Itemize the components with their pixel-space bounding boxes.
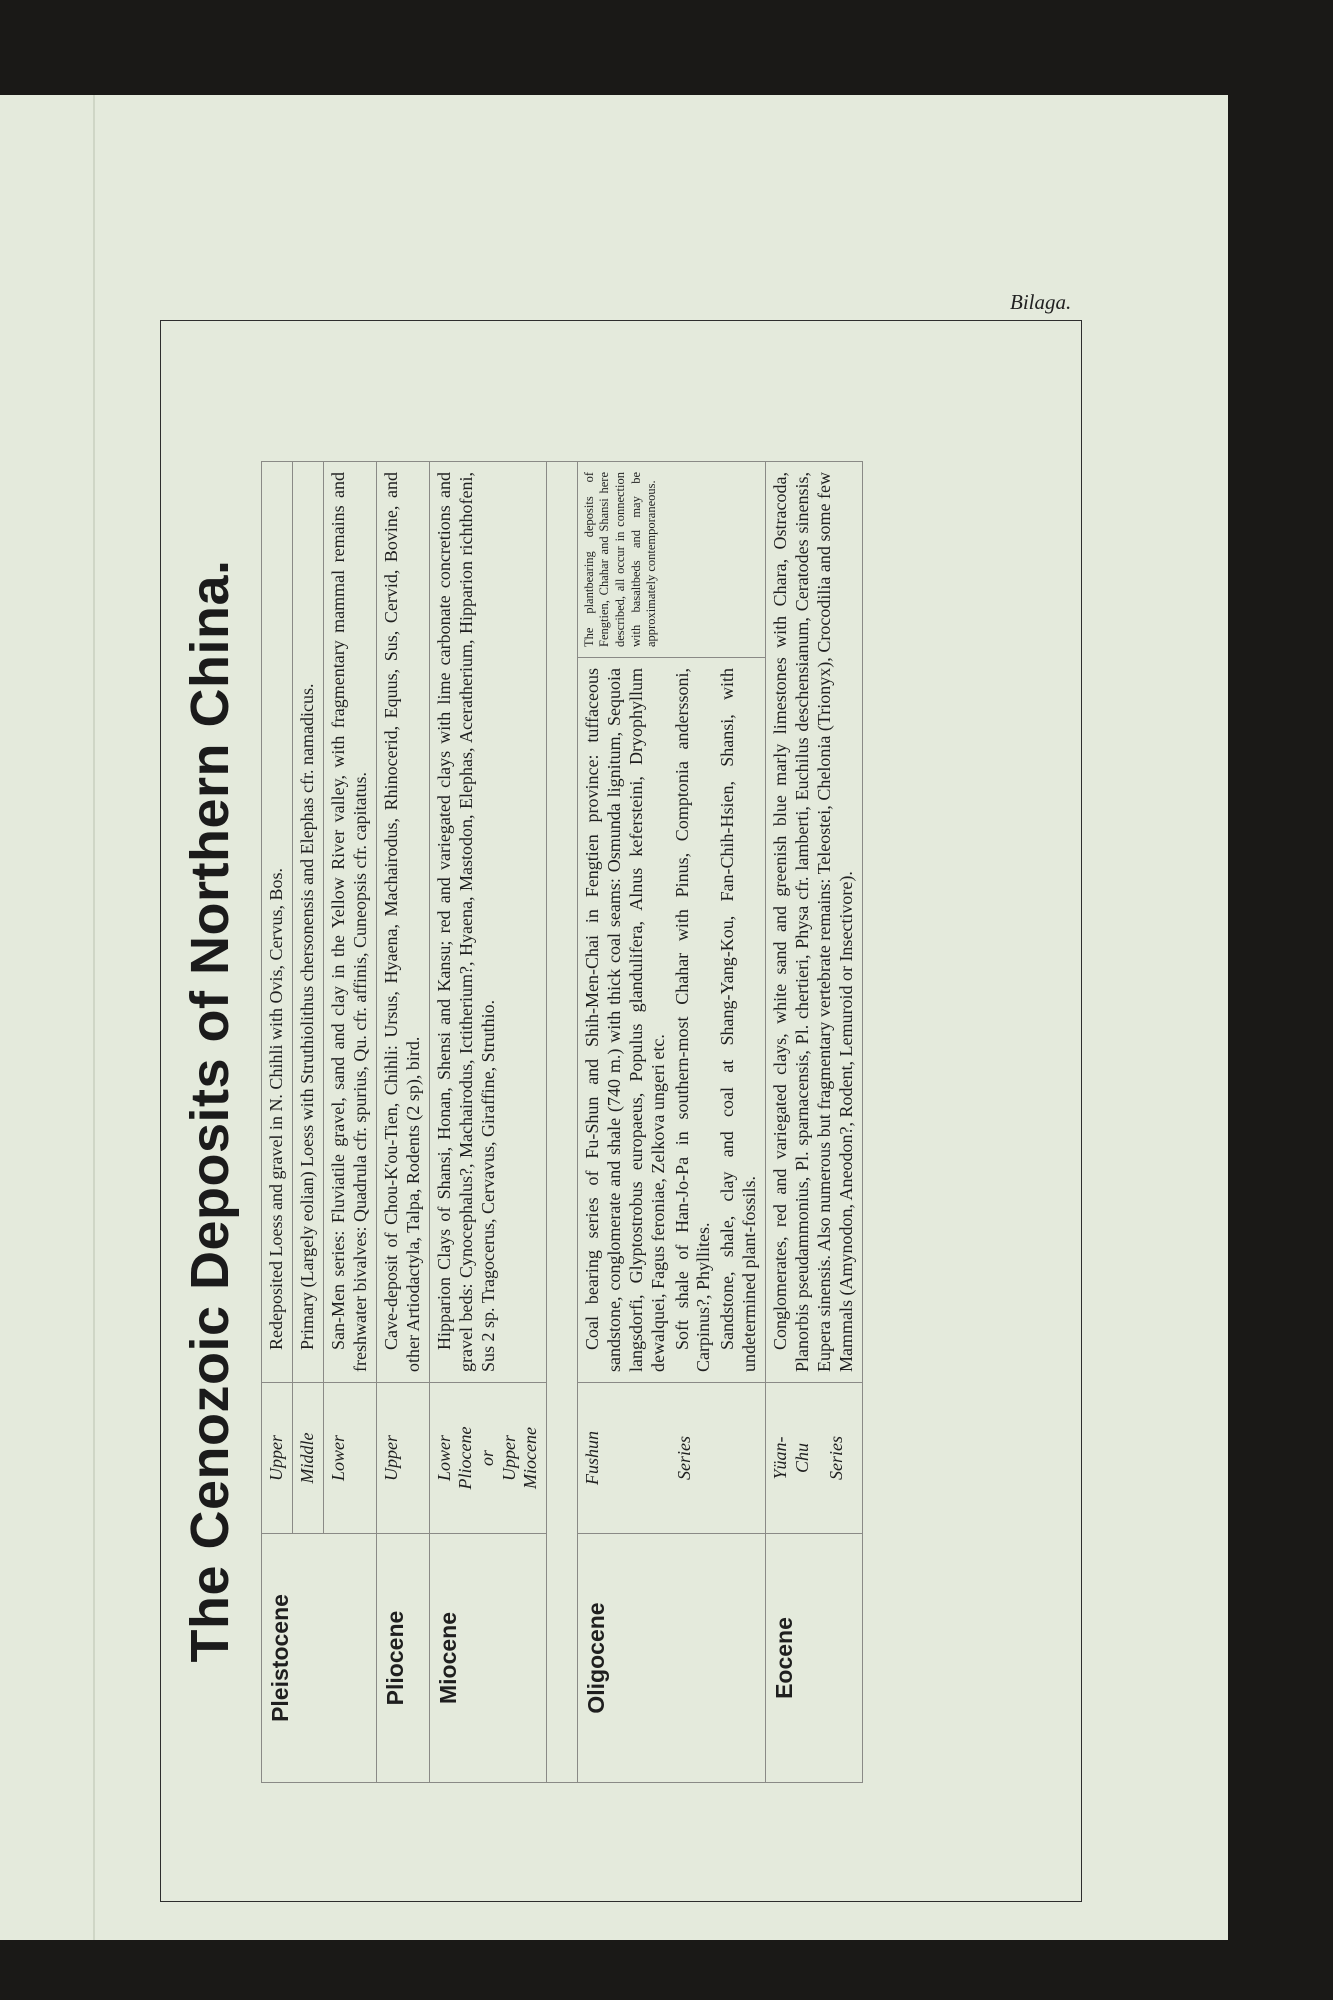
side-note: The plantbearing deposits of Fengtien, Chahar and Shansi here described, all occur in connection with basaltbeds and may be approximately contemporaneous. bbox=[577, 462, 766, 658]
stratigraphy-table bbox=[261, 461, 863, 1783]
row-gap bbox=[546, 462, 577, 1783]
table-row bbox=[546, 462, 577, 1783]
table-frame bbox=[160, 320, 1082, 1902]
table-row bbox=[376, 462, 429, 1783]
subdivision-label: Upper bbox=[376, 1383, 429, 1534]
deposit-description: Conglomerates, red and variegated clays, white sand and greenish blue marly limestones with Chara, Ostracoda, Planorbis pseudammonius, Pl. sparnacensis, Pl. chertieri, Physa cfr. lamberti, Euchilus deschensianum, Ceratodes sinensis, Eupera sinensis. Also numerous but fragmentary vertebrate remains: Teleostei, Chelonia (Trionyx), Crocodilia and some few Mammals (Amynodon, Aneodon?, Rodent, Lemuroid or Insectivore). bbox=[766, 462, 863, 1383]
period-pleistocene: Pleistocene bbox=[262, 1534, 377, 1783]
deposit-description: Coal bearing series of Fu-Shun and Shih-Men-Chai in Fengtien province: tuffaceous sandstone, conglomerate and shale (740 m.) with thick coal seams: Osmunda lignitum, Sequoia langsdorfi, Glyptostrobus europaeus, Populus glandulifera, Alnus kefersteini, Dryophyllum dewalquei, Fagus feroniae, Zelkova ungeri etc. Soft shale of Han-Jo-Pa in southern-most Chahar with Pinus, Comptonia anderssoni, Carpinus?, Phyllites. Sandstone, shale, clay and coal at Shang-Yang-Kou, Fan-Chih-Hsien, Shansi, with undetermined plant-fossils. bbox=[577, 658, 766, 1383]
page-label: Bilaga. bbox=[1010, 290, 1072, 314]
subdivision-label: Yüan- Chu Series bbox=[766, 1383, 863, 1534]
period-pliocene: Pliocene bbox=[376, 1534, 429, 1783]
deposit-description: San-Men series: Fluviatile gravel, sand and clay in the Yellow River valley, with fragmentary mammal remains and freshwater bivalves: Quadrula cfr. spurius, Qu. cfr. affinis, Cuneopsis cfr. capitatus. bbox=[323, 462, 376, 1383]
subdivision-label: Upper bbox=[262, 1383, 293, 1534]
deposit-description: Primary (Largely eolian) Loess with Struthiolithus chersonensis and Elephas cfr. namadicus. bbox=[292, 462, 323, 1383]
period-eocene: Eocene bbox=[766, 1534, 863, 1783]
deposit-description: Cave-deposit of Chou-K'ou-Tien, Chihli: Ursus, Hyaena, Machairodus, Rhinocerid, Equus, Sus, Cervid, Bovine, and other Artiodactyla, Talpa, Rodents (2 sp), bird. bbox=[376, 462, 429, 1383]
rotated-content bbox=[161, 321, 1081, 1901]
period-miocene: Miocene bbox=[429, 1534, 546, 1783]
subdivision-label: Fushun Series bbox=[577, 1383, 766, 1534]
table-row bbox=[577, 462, 766, 1783]
subdivision-label: Lower bbox=[323, 1383, 376, 1534]
subdivision-label: Middle bbox=[292, 1383, 323, 1534]
subdivision-label: Lower Pliocene or Upper Miocene bbox=[429, 1383, 546, 1534]
deposit-description: Redeposited Loess and gravel in N. Chihli with Ovis, Cervus, Bos. bbox=[262, 462, 293, 1383]
table-row bbox=[766, 462, 863, 1783]
table-row bbox=[262, 462, 293, 1783]
page-title: The Cenozoic Deposits of Northern China. bbox=[180, 559, 240, 1663]
period-oligocene: Oligocene bbox=[577, 1534, 766, 1783]
deposit-description: Hipparion Clays of Shansi, Honan, Shensi and Kansu; red and variegated clays with lime carbonate concretions and gravel beds: Cynocephalus?, Machairodus, Ictitherium?, Hyaena, Mastodon, Elephas, Aceratherium, Hipparion richthofeni, Sus 2 sp. Tragocerus, Cervavus, Giraffine, Struthio. bbox=[429, 462, 546, 1383]
page-spine bbox=[93, 95, 95, 1940]
